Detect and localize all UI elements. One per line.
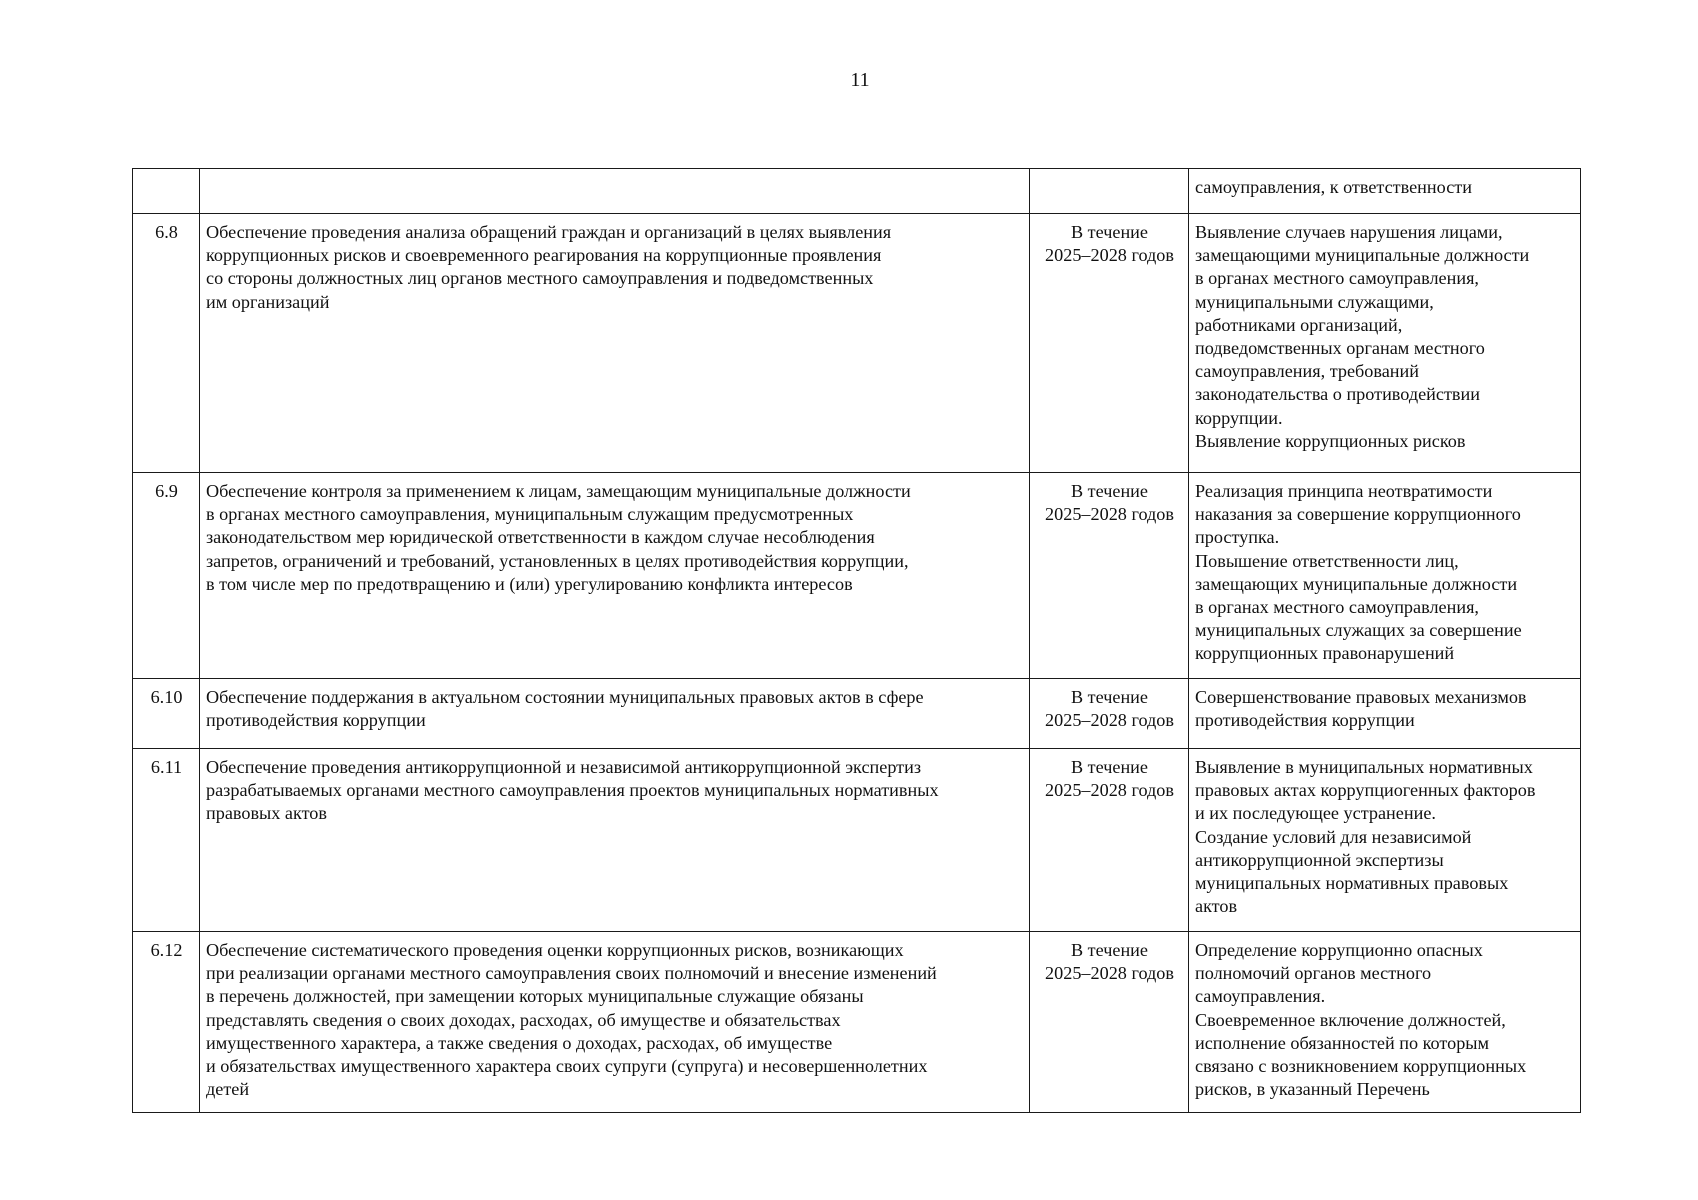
result-line: Создание условий для независимой xyxy=(1195,826,1472,847)
term-cell xyxy=(1030,932,1189,1113)
term-cell xyxy=(1030,473,1189,679)
result-line: самоуправления. xyxy=(1195,986,1326,1007)
table-row xyxy=(133,932,1581,1113)
term-line: В течение xyxy=(1070,481,1148,501)
action-line: и обязательствах имущественного характера своих супруги (супруга) и несовершеннолетних xyxy=(206,1056,928,1077)
result-line: проступка. xyxy=(1195,527,1280,548)
result-line: Определение коррупционно опасных xyxy=(1195,940,1483,960)
result-line: Реализация принципа неотвратимости xyxy=(1195,481,1493,501)
result-line: правовых актах коррупциогенных факторов xyxy=(1195,780,1536,801)
result-line: самоуправления, требований xyxy=(1195,361,1419,382)
result-line: в органах местного самоуправления, xyxy=(1195,597,1479,618)
result-cell xyxy=(1189,214,1581,473)
result-line: самоуправления, к ответственности xyxy=(1195,177,1472,197)
result-line: и их последующее устранение. xyxy=(1195,803,1436,824)
action-cell xyxy=(200,473,1030,679)
action-line: законодательством мер юридической ответственности в каждом случае несоблюдения xyxy=(206,527,875,548)
action-cell xyxy=(200,749,1030,932)
action-line: в органах местного самоуправления, муниципальным служащим предусмотренных xyxy=(206,504,854,525)
term-line: В течение xyxy=(1070,757,1148,777)
term-line: В течение xyxy=(1070,222,1148,242)
action-line: правовых актов xyxy=(206,803,327,824)
result-line: наказания за совершение коррупционного xyxy=(1195,504,1521,525)
row-number-cell: 6.8 xyxy=(133,214,200,473)
result-cell xyxy=(1189,169,1581,214)
action-line: детей xyxy=(206,1079,250,1100)
term-line: 2025–2028 годов xyxy=(1045,963,1174,984)
result-line: муниципальными служащими, xyxy=(1195,291,1434,312)
action-line: в перечень должностей, при замещении которых муниципальные служащие обязаны xyxy=(206,986,864,1007)
action-cell xyxy=(200,679,1030,749)
result-line: коррупционных правонарушений xyxy=(1195,643,1455,664)
table-row xyxy=(133,214,1581,473)
result-line: в органах местного самоуправления, xyxy=(1195,268,1479,289)
result-line: замещающих муниципальные должности xyxy=(1195,573,1518,594)
result-line: антикоррупционной экспертизы xyxy=(1195,849,1444,870)
action-line: в том числе мер по предотвращению и (или) урегулированию конфликта интересов xyxy=(206,573,853,594)
row-number-cell: 6.10 xyxy=(133,679,200,749)
action-cell xyxy=(200,169,1030,214)
row-number-cell: 6.11 xyxy=(133,749,200,932)
measures-table xyxy=(132,168,1581,1113)
term-cell xyxy=(1030,749,1189,932)
result-line: муниципальных нормативных правовых xyxy=(1195,873,1509,894)
action-line: Обеспечение поддержания в актуальном состоянии муниципальных правовых актов в сфере xyxy=(206,687,924,707)
result-line: замещающими муниципальные должности xyxy=(1195,245,1530,266)
result-cell xyxy=(1189,473,1581,679)
result-cell xyxy=(1189,679,1581,749)
result-line: Своевременное включение должностей, xyxy=(1195,1009,1506,1030)
action-line: Обеспечение проведения антикоррупционной и независимой антикоррупционной экспертиз xyxy=(206,757,922,777)
action-line: при реализации органами местного самоуправления своих полномочий и внесение изменений xyxy=(206,963,937,984)
result-line: Повышение ответственности лиц, xyxy=(1195,550,1459,571)
action-line: со стороны должностных лиц органов местного самоуправления и подведомственных xyxy=(206,268,874,289)
result-line: связано с возникновением коррупционных xyxy=(1195,1056,1527,1077)
result-line: подведомственных органам местного xyxy=(1195,338,1485,359)
result-line: Выявление случаев нарушения лицами, xyxy=(1195,222,1503,242)
table-row xyxy=(133,169,1581,214)
result-line: Выявление в муниципальных нормативных xyxy=(1195,757,1533,777)
result-line: исполнение обязанностей по которым xyxy=(1195,1032,1490,1053)
result-line: актов xyxy=(1195,896,1238,917)
term-cell xyxy=(1030,679,1189,749)
action-line: Обеспечение систематического проведения оценки коррупционных рисков, возникающих xyxy=(206,940,904,960)
term-line: В течение xyxy=(1070,940,1148,960)
term-cell xyxy=(1030,214,1189,473)
page-number: 11 xyxy=(850,69,870,91)
action-line: имущественного характера, а также сведения о доходах, расходах, об имуществе xyxy=(206,1032,833,1053)
action-line: разрабатываемых органами местного самоуправления проектов муниципальных нормативных xyxy=(206,780,939,801)
action-line: противодействия коррупции xyxy=(206,710,426,731)
action-line: запретов, ограничений и требований, установленных в целях противодействия коррупции, xyxy=(206,550,909,571)
table-row xyxy=(133,473,1581,679)
result-line: рисков, в указанный Перечень xyxy=(1195,1079,1430,1100)
action-line: Обеспечение проведения анализа обращений граждан и организаций в целях выявления xyxy=(206,222,892,242)
result-cell xyxy=(1189,932,1581,1113)
action-cell xyxy=(200,932,1030,1113)
term-line: 2025–2028 годов xyxy=(1045,780,1174,801)
row-number-cell: 6.12 xyxy=(133,932,200,1113)
result-line: полномочий органов местного xyxy=(1195,963,1432,984)
result-line: коррупции. xyxy=(1195,407,1283,428)
term-line: 2025–2028 годов xyxy=(1045,245,1174,266)
term-line: 2025–2028 годов xyxy=(1045,710,1174,731)
row-number-cell xyxy=(133,169,200,214)
action-line: коррупционных рисков и своевременного реагирования на коррупционные проявления xyxy=(206,245,882,266)
action-line: Обеспечение контроля за применением к лицам, замещающим муниципальные должности xyxy=(206,481,911,501)
result-line: законодательства о противодействии xyxy=(1195,384,1480,405)
row-number-cell: 6.9 xyxy=(133,473,200,679)
action-line: им организаций xyxy=(206,291,330,312)
term-line: В течение xyxy=(1070,687,1148,707)
action-line: представлять сведения о своих доходах, расходах, об имуществе и обязательствах xyxy=(206,1009,841,1030)
result-cell xyxy=(1189,749,1581,932)
result-line: муниципальных служащих за совершение xyxy=(1195,620,1522,641)
result-line: работниками организаций, xyxy=(1195,314,1403,335)
result-line: Совершенствование правовых механизмов xyxy=(1195,687,1527,707)
action-cell xyxy=(200,214,1030,473)
result-line: Выявление коррупционных рисков xyxy=(1195,430,1466,451)
table-row xyxy=(133,679,1581,749)
result-line: противодействия коррупции xyxy=(1195,710,1415,731)
table-row xyxy=(133,749,1581,932)
term-line: 2025–2028 годов xyxy=(1045,504,1174,525)
term-cell xyxy=(1030,169,1189,214)
